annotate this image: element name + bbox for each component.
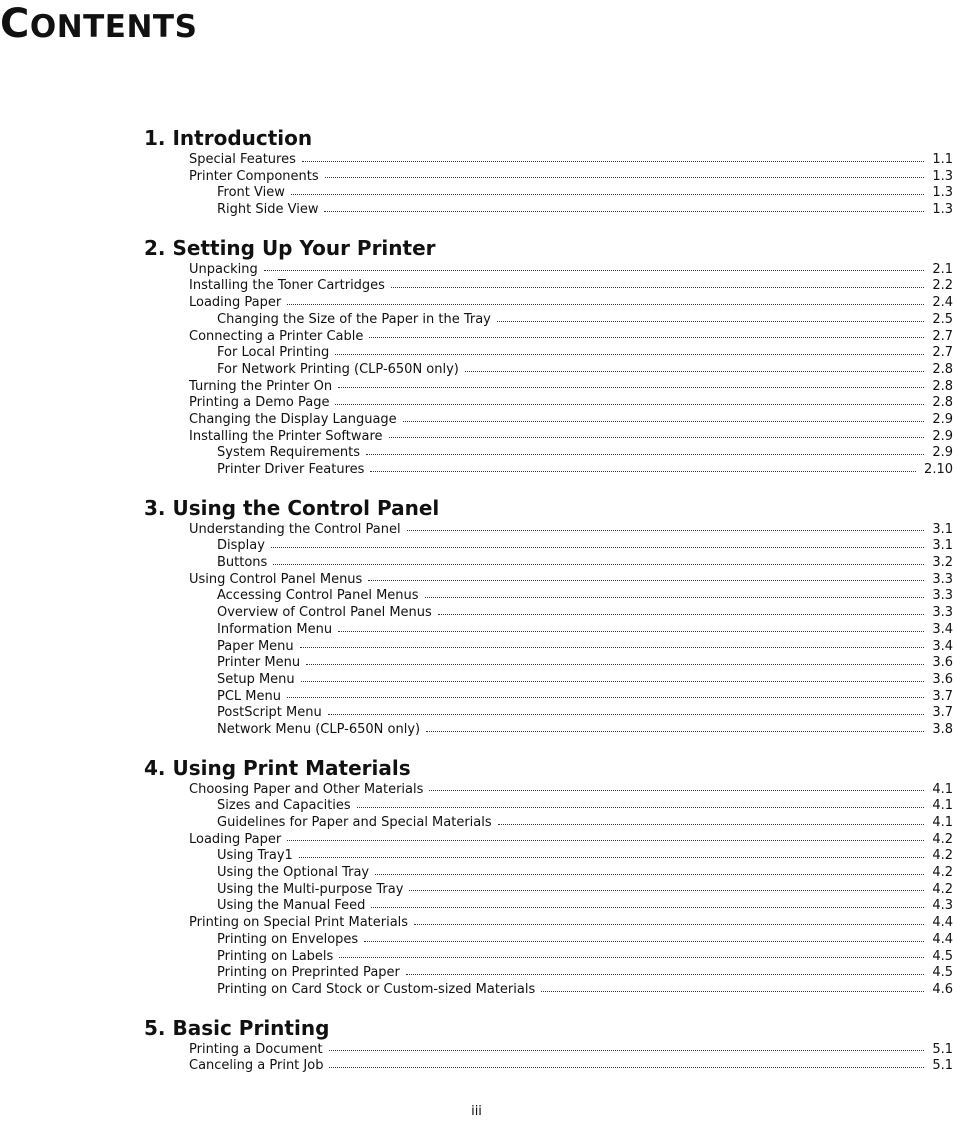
toc-entry[interactable] [189,152,953,169]
toc-entry[interactable] [217,622,953,639]
toc-entry[interactable] [217,462,953,479]
toc-entry-page: 2.8 [932,395,953,411]
toc-entry-label: Buttons [217,555,268,571]
dot-leader [438,614,924,615]
dot-leader [403,421,924,422]
toc-entry[interactable] [189,412,953,429]
toc-entry[interactable] [189,395,953,412]
toc-entry[interactable] [217,882,953,899]
toc-entry[interactable] [217,865,953,882]
toc-entry-page: 4.4 [932,931,953,947]
toc-chapter [0,754,953,999]
toc-entry-page: 1.1 [932,152,953,167]
toc-entry[interactable] [217,362,953,379]
toc-entry-label: Connecting a Printer Cable [189,328,364,344]
toc-entry-label: Using the Manual Feed [217,898,366,914]
dot-leader [425,597,924,598]
dot-leader [301,681,924,682]
dot-leader [541,991,924,992]
toc-entry-page: 2.10 [924,462,953,477]
toc-entry-label: Unpacking [189,261,258,277]
toc-chapter [0,494,953,739]
toc-entry-label: Accessing Control Panel Menus [217,588,419,604]
toc-entry-page: 1.3 [932,185,953,201]
dot-leader [370,471,916,472]
toc-entry[interactable] [217,848,953,865]
toc-entry[interactable] [189,278,953,295]
toc-entry-label: PostScript Menu [217,705,322,721]
toc-entry-label: Printing on Preprinted Paper [217,965,400,981]
toc-entry[interactable] [217,588,953,605]
toc-entry-label: Loading Paper [189,831,282,847]
toc-entry[interactable] [189,522,953,539]
toc-entry[interactable] [217,798,953,815]
toc-entry-label: Special Features [189,152,296,167]
toc-entry-page: 2.7 [932,328,953,344]
toc-entry-label: Changing the Size of the Paper in the Tray [217,311,491,327]
dot-leader [271,547,924,548]
toc-entry-label: Right Side View [217,202,319,218]
toc-entry-label: Using Tray1 [217,848,293,864]
toc-entry-label: Printing on Envelopes [217,931,359,947]
toc-entry-page: 3.3 [932,571,953,587]
toc-entry-label: Choosing Paper and Other Materials [189,781,424,797]
toc-entry-label: Front View [217,185,285,201]
toc-entry[interactable] [189,429,953,446]
dot-leader [338,387,924,388]
toc-entry-page: 2.4 [932,295,953,311]
toc-entry-page: 2.1 [932,261,953,277]
toc-entry-page: 3.1 [932,521,953,537]
toc-entry[interactable] [217,538,953,555]
dot-leader [426,731,924,732]
toc-entry-page: 2.9 [932,445,953,461]
dot-leader [357,807,924,808]
toc-entry[interactable] [217,185,953,202]
toc-entry-page: 4.5 [932,965,953,981]
toc-entry-label: Network Menu (CLP-650N only) [217,721,421,737]
toc-entry-label: Guidelines for Paper and Special Materials [217,815,492,830]
toc-entry[interactable] [189,1058,953,1075]
toc-entry-page: 4.3 [932,898,953,914]
toc-entry-label: System Requirements [217,445,360,461]
toc-entry-page: 3.7 [932,705,953,721]
dot-leader [329,1050,924,1051]
toc-entry-page: 5.1 [932,1058,953,1074]
toc-entry-label: Printing on Special Print Materials [189,915,409,931]
toc-entry[interactable] [217,689,953,706]
toc-entry-label: Using the Multi-purpose Tray [217,881,404,897]
toc-entry-page: 3.2 [932,555,953,571]
dot-leader [291,194,924,195]
toc-entry-label: Printer Menu [217,655,301,671]
chapter-heading[interactable]: 1. Introduction [144,126,313,150]
toc-entry-label: Understanding the Control Panel [189,521,401,537]
toc-chapter [0,1014,953,1075]
toc-entry-page: 2.5 [932,311,953,327]
toc-entry[interactable] [189,1042,953,1059]
toc-entry-page: 2.8 [932,361,953,377]
dot-leader [407,530,924,531]
toc-entry-page: 3.7 [932,688,953,704]
dot-leader [371,907,924,908]
dot-leader [368,580,924,581]
toc-chapter [0,234,953,479]
dot-leader [302,161,924,162]
toc-entry-page: 1.3 [932,202,953,218]
toc-entry[interactable] [189,915,953,932]
toc-entry[interactable] [217,605,953,622]
toc-entry-label: Setup Menu [217,671,295,687]
toc-entry-page: 4.1 [932,815,953,830]
toc-entry[interactable] [189,169,953,186]
dot-leader [429,790,924,791]
dot-leader [389,437,924,438]
toc-entry[interactable] [217,445,953,462]
title-rest: ONTENTS [29,9,198,45]
toc-entry[interactable] [189,832,953,849]
toc-entry-page: 4.5 [932,948,953,964]
toc-entry-label: For Network Printing (CLP-650N only) [217,361,459,377]
toc-entry-page: 4.2 [932,848,953,864]
chapter-heading[interactable]: 3. Using the Control Panel [144,495,440,520]
toc-entry[interactable] [217,898,953,915]
dot-leader [300,647,924,648]
toc-entry-page: 3.3 [932,605,953,621]
toc-entry-page: 3.6 [932,671,953,687]
toc-entry-label: Information Menu [217,621,333,637]
toc-entry-page: 4.6 [932,981,953,997]
toc-entry-label: Paper Menu [217,638,294,654]
toc-entry-page: 3.4 [932,621,953,637]
toc-entry-label: Turning the Printer On [189,378,333,394]
toc-entry[interactable] [217,932,953,949]
toc-entry[interactable] [217,982,953,999]
toc-entry-label: Canceling a Print Job [189,1058,324,1074]
toc-entry-label: For Local Printing [217,345,330,361]
toc-entry[interactable] [217,722,953,739]
title-initial: C [0,1,30,47]
dot-leader [287,697,924,698]
toc-entry[interactable] [217,672,953,689]
toc-entry[interactable] [217,815,953,832]
toc-entry-page: 2.8 [932,378,953,394]
toc-entry-label: Printer Driver Features [217,462,365,477]
toc-entry[interactable] [217,965,953,982]
dot-leader [366,454,924,455]
dot-leader [273,564,924,565]
toc-chapter [0,124,953,219]
toc-entry[interactable] [189,262,953,279]
dot-leader [406,974,924,975]
toc-entry-label: Loading Paper [189,295,282,311]
toc-entry[interactable] [217,949,953,966]
toc-entry-page: 3.1 [932,538,953,554]
table-of-contents [0,124,953,1075]
toc-entry[interactable] [189,379,953,396]
toc-entry-page: 2.9 [932,411,953,427]
dot-leader [465,371,924,372]
toc-entry[interactable] [217,312,953,329]
dot-leader [299,857,924,858]
dot-leader [338,631,924,632]
toc-entry-label: Printing a Document [189,1041,323,1057]
toc-entry-label: Overview of Control Panel Menus [217,605,432,621]
dot-leader [287,304,924,305]
page-number: iii [471,1104,482,1119]
toc-entry-page: 2.7 [932,345,953,361]
toc-entry-label: Printer Components [189,168,319,184]
toc-entry-label: Changing the Display Language [189,411,397,427]
toc-entry-label: Using Control Panel Menus [189,571,363,587]
toc-entry-label: PCL Menu [217,688,281,704]
toc-entry-page: 4.2 [932,865,953,881]
dot-leader [324,211,924,212]
toc-entry-page: 3.8 [932,721,953,737]
toc-entry-page: 4.1 [932,798,953,814]
dot-leader [364,941,924,942]
dot-leader [498,824,924,825]
toc-entry[interactable] [217,705,953,722]
toc-entry[interactable] [217,202,953,219]
toc-entry[interactable] [217,655,953,672]
dot-leader [375,874,924,875]
dot-leader [328,714,924,715]
toc-entry-page: 3.6 [932,655,953,671]
toc-entry[interactable] [217,555,953,572]
toc-entry-page: 4.2 [932,881,953,897]
dot-leader [369,337,924,338]
toc-entry-page: 1.3 [932,168,953,184]
chapter-heading[interactable]: 5. Basic Printing [144,1015,330,1040]
toc-entry[interactable] [189,329,953,346]
toc-entry-page: 2.9 [932,428,953,444]
dot-leader [264,270,924,271]
toc-entry-label: Printing on Card Stock or Custom-sized Materials [217,981,536,997]
toc-entry-label: Installing the Toner Cartridges [189,278,385,294]
dot-leader [325,177,924,178]
dot-leader [339,957,924,958]
page-title [0,2,197,49]
toc-entry-page: 3.3 [932,588,953,604]
toc-entry[interactable] [189,572,953,589]
toc-entry-page: 5.1 [932,1041,953,1057]
chapter-heading[interactable]: 4. Using Print Materials [144,755,411,780]
toc-entry-page: 2.2 [932,278,953,294]
toc-entry-label: Display [217,538,265,554]
toc-entry-label: Printing a Demo Page [189,395,330,411]
toc-entry-label: Installing the Printer Software [189,428,383,444]
toc-entry-label: Printing on Labels [217,948,334,964]
toc-entry[interactable] [189,295,953,312]
dot-leader [306,664,924,665]
toc-entry[interactable] [217,345,953,362]
dot-leader [409,890,924,891]
dot-leader [335,404,924,405]
toc-entry[interactable] [217,639,953,656]
toc-entry-page: 3.4 [932,638,953,654]
toc-entry-page: 4.4 [932,915,953,931]
dot-leader [335,354,924,355]
toc-entry-label: Sizes and Capacities [217,798,351,814]
dot-leader [414,924,924,925]
toc-entry-page: 4.1 [932,781,953,797]
toc-entry-label: Using the Optional Tray [217,865,370,881]
toc-entry[interactable] [189,782,953,799]
dot-leader [287,840,924,841]
chapter-heading[interactable]: 2. Setting Up Your Printer [144,235,436,260]
toc-entry-page: 4.2 [932,831,953,847]
dot-leader [391,287,924,288]
dot-leader [329,1067,924,1068]
dot-leader [497,321,924,322]
